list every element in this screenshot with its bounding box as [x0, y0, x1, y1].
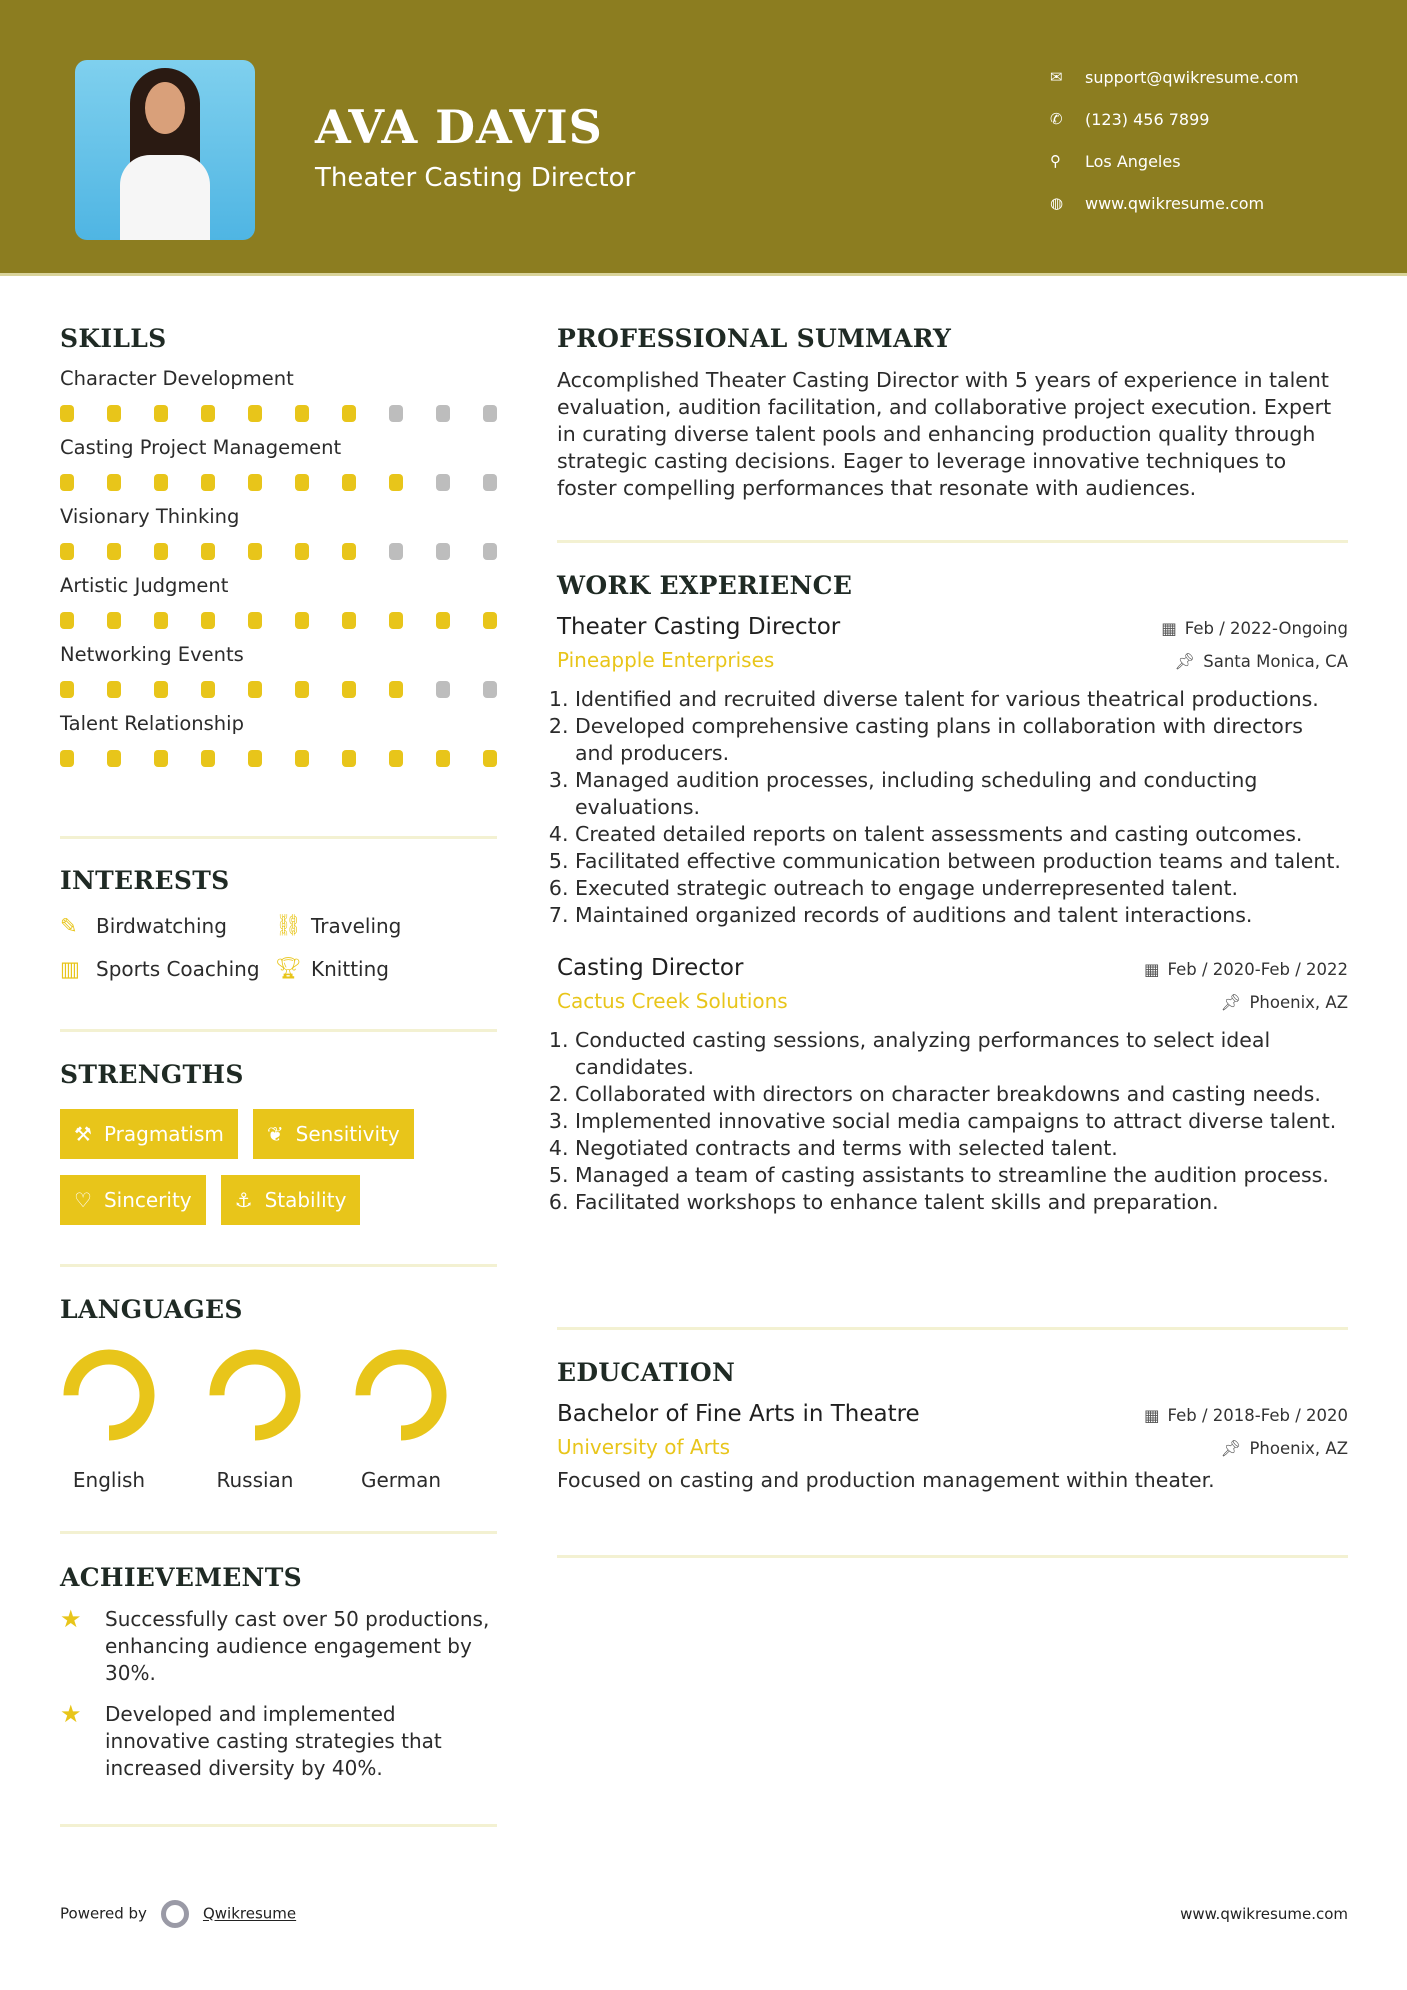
rating-dot — [60, 681, 74, 698]
interest-item — [60, 956, 275, 981]
star-icon: ★ — [60, 1700, 82, 1728]
rating-dot — [248, 612, 262, 629]
skill-label: Casting Project Management — [60, 436, 342, 459]
rating-dot — [436, 750, 450, 767]
job-bullets — [557, 686, 1348, 929]
section-heading: SKILLS — [60, 324, 167, 353]
rating-dot — [201, 612, 215, 629]
achievement-text: Successfully cast over 50 productions, enhancing audience engagement by 30%. — [105, 1607, 490, 1685]
rating-dot — [342, 543, 356, 560]
pushpin-icon: 📌︎ — [1174, 652, 1196, 671]
strength-badge — [60, 1109, 238, 1159]
rating-dot — [60, 612, 74, 629]
job-dates: Feb / 2022-Ongoing — [1184, 619, 1348, 638]
rating-dot — [201, 681, 215, 698]
language-item — [352, 1346, 450, 1492]
company-name: Cactus Creek Solutions — [557, 989, 788, 1013]
job-bullet: 2. Developed comprehensive casting plans in collaboration with directors and producers. — [575, 713, 1348, 767]
gavel-icon: ⚒ — [74, 1122, 92, 1146]
qwikresume-logo-icon — [161, 1900, 189, 1928]
work-section — [557, 571, 1348, 1216]
job-bullet: 3. Managed audition processes, including scheduling and conducting evaluations. — [575, 767, 1348, 821]
powered-by-label: Powered by — [60, 1904, 147, 1923]
rating-dot — [295, 681, 309, 698]
language-item — [60, 1346, 158, 1492]
divider — [60, 1029, 497, 1032]
job-bullet: 6. Executed strategic outreach to engage underrepresented talent. — [575, 875, 1348, 902]
interest-label: Sports Coaching — [96, 956, 260, 981]
rating-dot — [436, 543, 450, 560]
rating-dot — [483, 543, 497, 560]
rating-dot — [60, 543, 74, 560]
job-bullet: 1. Identified and recruited diverse talent for various theatrical productions. — [575, 686, 1348, 713]
rating-dot — [154, 612, 168, 629]
strength-badge — [221, 1175, 361, 1225]
rating-dot — [248, 474, 262, 491]
contact-location — [1050, 140, 1299, 182]
rating-dot — [248, 750, 262, 767]
pushpin-icon: 📌︎ — [1220, 1439, 1242, 1458]
job-title: Casting Director — [557, 955, 744, 981]
job-bullets — [557, 1027, 1348, 1216]
rating-dot — [248, 681, 262, 698]
strength-badge — [60, 1175, 206, 1225]
education-location: Phoenix, AZ — [1249, 1439, 1348, 1458]
calendar-icon: ▦ — [1143, 1406, 1160, 1425]
rating-dot — [107, 405, 121, 422]
globe-icon: ◍ — [1050, 194, 1064, 212]
skill-rating — [60, 474, 497, 491]
section-heading: INTERESTS — [60, 866, 230, 895]
leaf-icon: ❦ — [266, 1122, 284, 1146]
job-dates: Feb / 2020-Feb / 2022 — [1167, 960, 1348, 979]
interest-label: Traveling — [311, 913, 402, 938]
skill-label: Visionary Thinking — [60, 505, 240, 528]
strength-label: Sensitivity — [295, 1122, 400, 1146]
rating-dot — [107, 474, 121, 491]
section-heading: EDUCATION — [557, 1358, 736, 1387]
summary-section — [557, 324, 1348, 502]
footer — [60, 1900, 1348, 1928]
resume-header — [0, 0, 1407, 276]
rating-dot — [248, 405, 262, 422]
job-bullet: 2. Collaborated with directors on character breakdowns and casting needs. — [575, 1081, 1348, 1108]
rating-dot — [107, 681, 121, 698]
section-heading: WORK EXPERIENCE — [557, 571, 853, 600]
summary-text: Accomplished Theater Casting Director with 5 years of experience in talent evaluation, audition facilitation, and collaborative project execution. Expert in curating diverse talent pools and enhancing production quality through strategic casting decisions. Eager to leverage innovative techniques to foster compelling performances that resonate with audiences. — [557, 368, 1332, 500]
skill-rating — [60, 543, 497, 560]
rating-dot — [107, 612, 121, 629]
contact-text: Los Angeles — [1085, 151, 1181, 171]
interest-item — [60, 913, 275, 938]
envelope-icon: ✉ — [1050, 68, 1063, 86]
job-bullet: 3. Implemented innovative social media campaigns to attract diverse talent. — [575, 1108, 1348, 1135]
strength-label: Sincerity — [103, 1188, 192, 1212]
rating-dot — [295, 405, 309, 422]
achievement-item — [60, 1606, 497, 1687]
brand-link[interactable]: Qwikresume — [202, 1904, 297, 1923]
rating-dot — [389, 750, 403, 767]
rating-dot — [389, 612, 403, 629]
achievements-section — [60, 1563, 497, 1782]
job-bullet: 4. Negotiated contracts and terms with selected talent. — [575, 1135, 1348, 1162]
strength-label: Pragmatism — [103, 1122, 224, 1146]
rating-dot — [295, 543, 309, 560]
rating-dot — [436, 612, 450, 629]
divider — [60, 1824, 497, 1827]
language-ring — [352, 1346, 450, 1444]
interest-item — [275, 956, 505, 981]
rating-dot — [154, 474, 168, 491]
rating-dot — [342, 612, 356, 629]
rating-dot — [389, 543, 403, 560]
rating-dot — [248, 543, 262, 560]
rating-dot — [154, 543, 168, 560]
candidate-title: Theater Casting Director — [315, 163, 636, 193]
achievement-text: Developed and implemented innovative casting strategies that increased diversity by 40%. — [105, 1702, 442, 1780]
footer-website[interactable]: www.qwikresume.com — [1180, 1905, 1348, 1923]
language-label: German — [360, 1468, 442, 1492]
calendar-icon: ▦ — [1161, 619, 1177, 638]
job-bullet: 7. Maintained organized records of auditions and talent interactions. — [575, 902, 1348, 929]
skill-label: Talent Relationship — [60, 712, 244, 735]
education-dates: Feb / 2018-Feb / 2020 — [1167, 1406, 1348, 1425]
rating-dot — [483, 612, 497, 629]
rating-dot — [60, 405, 74, 422]
divider — [60, 1264, 497, 1267]
language-item — [206, 1346, 304, 1492]
rating-dot — [107, 750, 121, 767]
job-location: Santa Monica, CA — [1203, 652, 1348, 671]
rating-dot — [483, 405, 497, 422]
divider — [557, 1327, 1348, 1330]
rating-dot — [201, 543, 215, 560]
rating-dot — [483, 750, 497, 767]
phone-icon: ✆ — [1050, 110, 1063, 128]
job-entry — [557, 955, 1348, 1216]
languages-section — [60, 1295, 497, 1492]
rating-dot — [60, 474, 74, 491]
calendar-icon: ▦ — [1143, 960, 1160, 979]
skill-label: Character Development — [60, 367, 294, 390]
divider — [60, 1531, 497, 1534]
divider — [557, 1555, 1348, 1558]
rating-dot — [436, 405, 450, 422]
star-icon: ★ — [60, 1605, 82, 1633]
rating-dot — [436, 681, 450, 698]
education-section — [557, 1358, 1348, 1494]
skills-section — [60, 324, 497, 767]
section-heading: PROFESSIONAL SUMMARY — [557, 324, 952, 353]
skill-label: Networking Events — [60, 643, 244, 666]
heart-icon: ♡ — [74, 1188, 92, 1212]
section-heading: LANGUAGES — [60, 1295, 243, 1324]
job-bullet: 4. Created detailed reports on talent assessments and casting outcomes. — [575, 821, 1348, 848]
trophy-icon: 🏆︎ — [275, 956, 302, 980]
candidate-name: AVA DAVIS — [315, 100, 603, 154]
language-label: English — [72, 1468, 146, 1492]
skill-rating — [60, 681, 497, 698]
contact-phone[interactable] — [1050, 98, 1299, 140]
interest-label: Knitting — [311, 956, 389, 981]
strength-badge — [253, 1109, 414, 1159]
company-name: Pineapple Enterprises — [557, 648, 775, 672]
rating-dot — [60, 750, 74, 767]
language-ring — [60, 1346, 158, 1444]
rating-dot — [201, 405, 215, 422]
rating-dot — [389, 474, 403, 491]
school: University of Arts — [557, 1435, 731, 1459]
skill-label: Artistic Judgment — [60, 574, 229, 597]
rating-dot — [154, 681, 168, 698]
contact-text: (123) 456 7899 — [1085, 109, 1210, 129]
strength-label: Stability — [264, 1188, 347, 1212]
binoculars-icon: ⛓ — [275, 913, 302, 937]
education-description: Focused on casting and production management within theater. — [557, 1468, 1215, 1492]
skill-rating — [60, 612, 497, 629]
rating-dot — [483, 681, 497, 698]
section-heading: STRENGTHS — [60, 1060, 244, 1089]
rating-dot — [342, 474, 356, 491]
contact-text: www.qwikresume.com — [1085, 193, 1265, 213]
profile-photo — [75, 60, 255, 240]
job-bullet: 1. Conducted casting sessions, analyzing performances to select ideal candidates. — [575, 1027, 1348, 1081]
rating-dot — [389, 681, 403, 698]
language-ring — [206, 1346, 304, 1444]
contact-email[interactable] — [1050, 56, 1299, 98]
skill-rating — [60, 750, 497, 767]
language-label: Russian — [216, 1468, 294, 1492]
map-marker-icon: ⚲ — [1050, 152, 1061, 170]
rating-dot — [389, 405, 403, 422]
pushpin-icon: 📌︎ — [1220, 993, 1242, 1012]
job-bullet: 5. Facilitated effective communication between production teams and talent. — [575, 848, 1348, 875]
job-location: Phoenix, AZ — [1249, 993, 1348, 1012]
contact-website[interactable] — [1050, 182, 1299, 224]
contact-list — [1050, 56, 1299, 224]
anchor-icon: ⚓ — [234, 1188, 253, 1212]
job-title: Theater Casting Director — [557, 614, 841, 640]
job-bullet: 6. Facilitated workshops to enhance talent skills and preparation. — [575, 1189, 1348, 1216]
rating-dot — [342, 681, 356, 698]
rating-dot — [201, 750, 215, 767]
contact-text: support@qwikresume.com — [1085, 67, 1299, 87]
rating-dot — [154, 750, 168, 767]
rating-dot — [154, 405, 168, 422]
rating-dot — [201, 474, 215, 491]
rating-dot — [295, 612, 309, 629]
skill-rating — [60, 405, 497, 422]
edit-icon: ✎ — [60, 913, 78, 938]
interest-label: Birdwatching — [96, 913, 227, 938]
degree: Bachelor of Fine Arts in Theatre — [557, 1401, 920, 1427]
job-bullet: 5. Managed a team of casting assistants to streamline the audition process. — [575, 1162, 1348, 1189]
suitcase-icon: ▥ — [60, 956, 80, 981]
rating-dot — [295, 474, 309, 491]
interests-section — [60, 866, 497, 981]
rating-dot — [483, 474, 497, 491]
rating-dot — [342, 750, 356, 767]
divider — [557, 540, 1348, 543]
rating-dot — [436, 474, 450, 491]
divider — [60, 836, 497, 839]
section-heading: ACHIEVEMENTS — [60, 1563, 302, 1592]
achievement-item — [60, 1701, 497, 1782]
interest-item — [275, 913, 505, 938]
rating-dot — [107, 543, 121, 560]
rating-dot — [295, 750, 309, 767]
strengths-section — [60, 1060, 497, 1225]
rating-dot — [342, 405, 356, 422]
job-entry — [557, 614, 1348, 929]
